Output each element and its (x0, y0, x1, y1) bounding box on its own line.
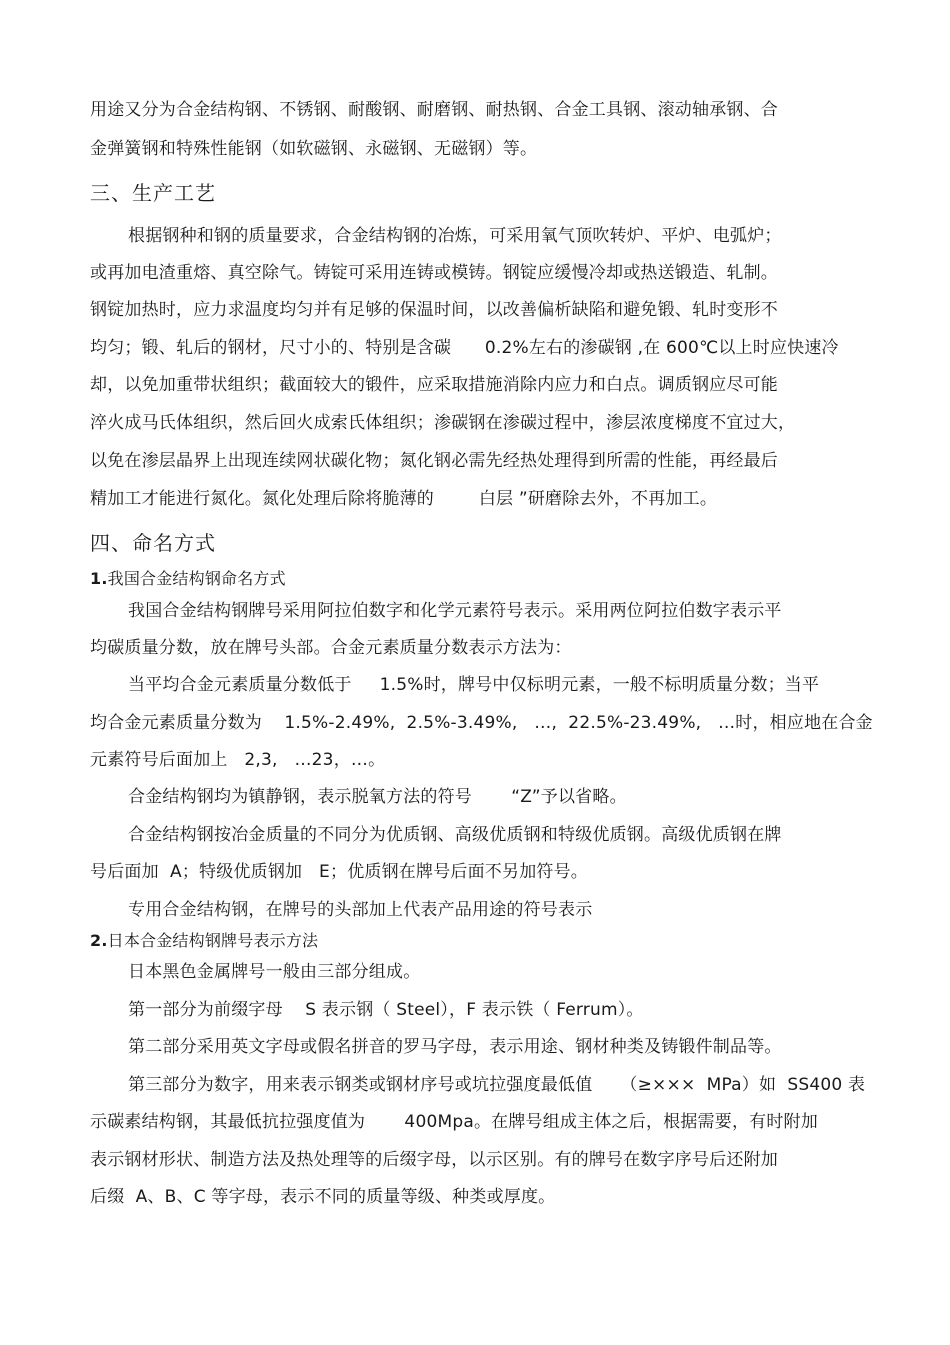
subsection-number: 1. (90, 569, 108, 588)
paragraph-line: 均碳质量分数，放在牌号头部。合金元素质量分数表示方法为： (90, 638, 572, 658)
paragraph-line: 第三部分为数字，用来表示钢类或钢材序号或坑拉强度最低值 （≥××× MPa）如 SS400 表 (128, 1075, 866, 1095)
paragraph-line: 后缀 A、B、C 等字母，表示不同的质量等级、种类或厚度。 (90, 1187, 556, 1207)
paragraph-line: 我国合金结构钢牌号采用阿拉伯数字和化学元素符号表示。采用两位阿拉伯数字表示平 (128, 601, 782, 621)
paragraph-line: 当平均合金元素质量分数低于 1.5%时，牌号中仅标明元素，一般不标明质量分数；当平 (128, 675, 820, 695)
paragraph-line: 以免在渗层晶界上出现连续网状碳化物；氮化钢必需先经热处理得到所需的性能，再经最后 (90, 451, 778, 471)
paragraph-line: 精加工才能进行氮化。氮化处理后除将脆薄的 白层 ”研磨除去外，不再加工。 (90, 489, 718, 509)
section-heading-process: 三、生产工艺 (90, 181, 216, 205)
paragraph-line: 表示钢材形状、制造方法及热处理等的后缀字母，以示区别。有的牌号在数字序号后还附加 (90, 1150, 778, 1170)
subsection-heading-china (90, 568, 286, 590)
section-heading-naming: 四、命名方式 (90, 531, 216, 555)
paragraph-line: 第一部分为前缀字母 S 表示钢（ Steel），F 表示铁（ Ferrum）。 (128, 1000, 644, 1020)
paragraph-line: 钢锭加热时，应力求温度均匀并有足够的保温时间，以改善偏析缺陷和避免锻、轧时变形不 (90, 300, 778, 320)
subsection-title: 我国合金结构钢命名方式 (107, 569, 286, 588)
paragraph-line: 淬火成马氏体组织，然后回火成索氏体组织；渗碳钢在渗碳过程中，渗层浓度梯度不宜过大， (90, 413, 796, 433)
paragraph-line: 均合金元素质量分数为 1.5%-2.49%, 2.5%-3.49%, …, 22.5%-23.49%, …时，相应地在合金 (90, 713, 873, 733)
paragraph-line: 均匀；锻、轧后的钢材，尺寸小的、特别是含碳 0.2%左右的渗碳钢 ,在 600℃以上时应快速冷 (90, 338, 839, 358)
paragraph-line: 或再加电渣重熔、真空除气。铸锭可采用连铸或模铸。钢锭应缓慢冷却或热送锻造、轧制。 (90, 263, 778, 283)
paragraph-line: 合金结构钢按冶金质量的不同分为优质钢、高级优质钢和特级优质钢。高级优质钢在牌 (128, 825, 782, 845)
paragraph-line: 专用合金结构钢，在牌号的头部加上代表产品用途的符号表示 (128, 900, 593, 920)
paragraph-line: 日本黑色金属牌号一般由三部分组成。 (128, 962, 421, 982)
subsection-heading-japan (90, 930, 318, 952)
paragraph-line: 元素符号后面加上 2,3, …23，…。 (90, 750, 386, 770)
paragraph-line: 第二部分采用英文字母或假名拼音的罗马字母，表示用途、钢材种类及铸锻件制品等。 (128, 1037, 782, 1057)
paragraph-line: 根据钢种和钢的质量要求，合金结构钢的冶炼，可采用氧气顶吹转炉、平炉、电弧炉； (128, 226, 782, 246)
paragraph-line: 却，以免加重带状组织；截面较大的锻件，应采取措施消除内应力和白点。调质钢应尽可能 (90, 375, 778, 395)
paragraph-line: 号后面加 A；特级优质钢加 E；优质钢在牌号后面不另加符号。 (90, 862, 588, 882)
subsection-number: 2. (90, 931, 108, 950)
paragraph-line: 示碳素结构钢，其最低抗拉强度值为 400Mpa。在牌号组成主体之后，根据需要，有时附加 (90, 1112, 818, 1132)
subsection-title: 日本合金结构钢牌号表示方法 (107, 931, 319, 950)
paragraph-line: 合金结构钢均为镇静钢，表示脱氧方法的符号 “Z”予以省略。 (128, 787, 627, 807)
paragraph-line: 用途又分为合金结构钢、不锈钢、耐酸钢、耐磨钢、耐热钢、合金工具钢、滚动轴承钢、合 (90, 100, 778, 120)
paragraph-line: 金弹簧钢和特殊性能钢（如软磁钢、永磁钢、无磁钢）等。 (90, 139, 538, 159)
